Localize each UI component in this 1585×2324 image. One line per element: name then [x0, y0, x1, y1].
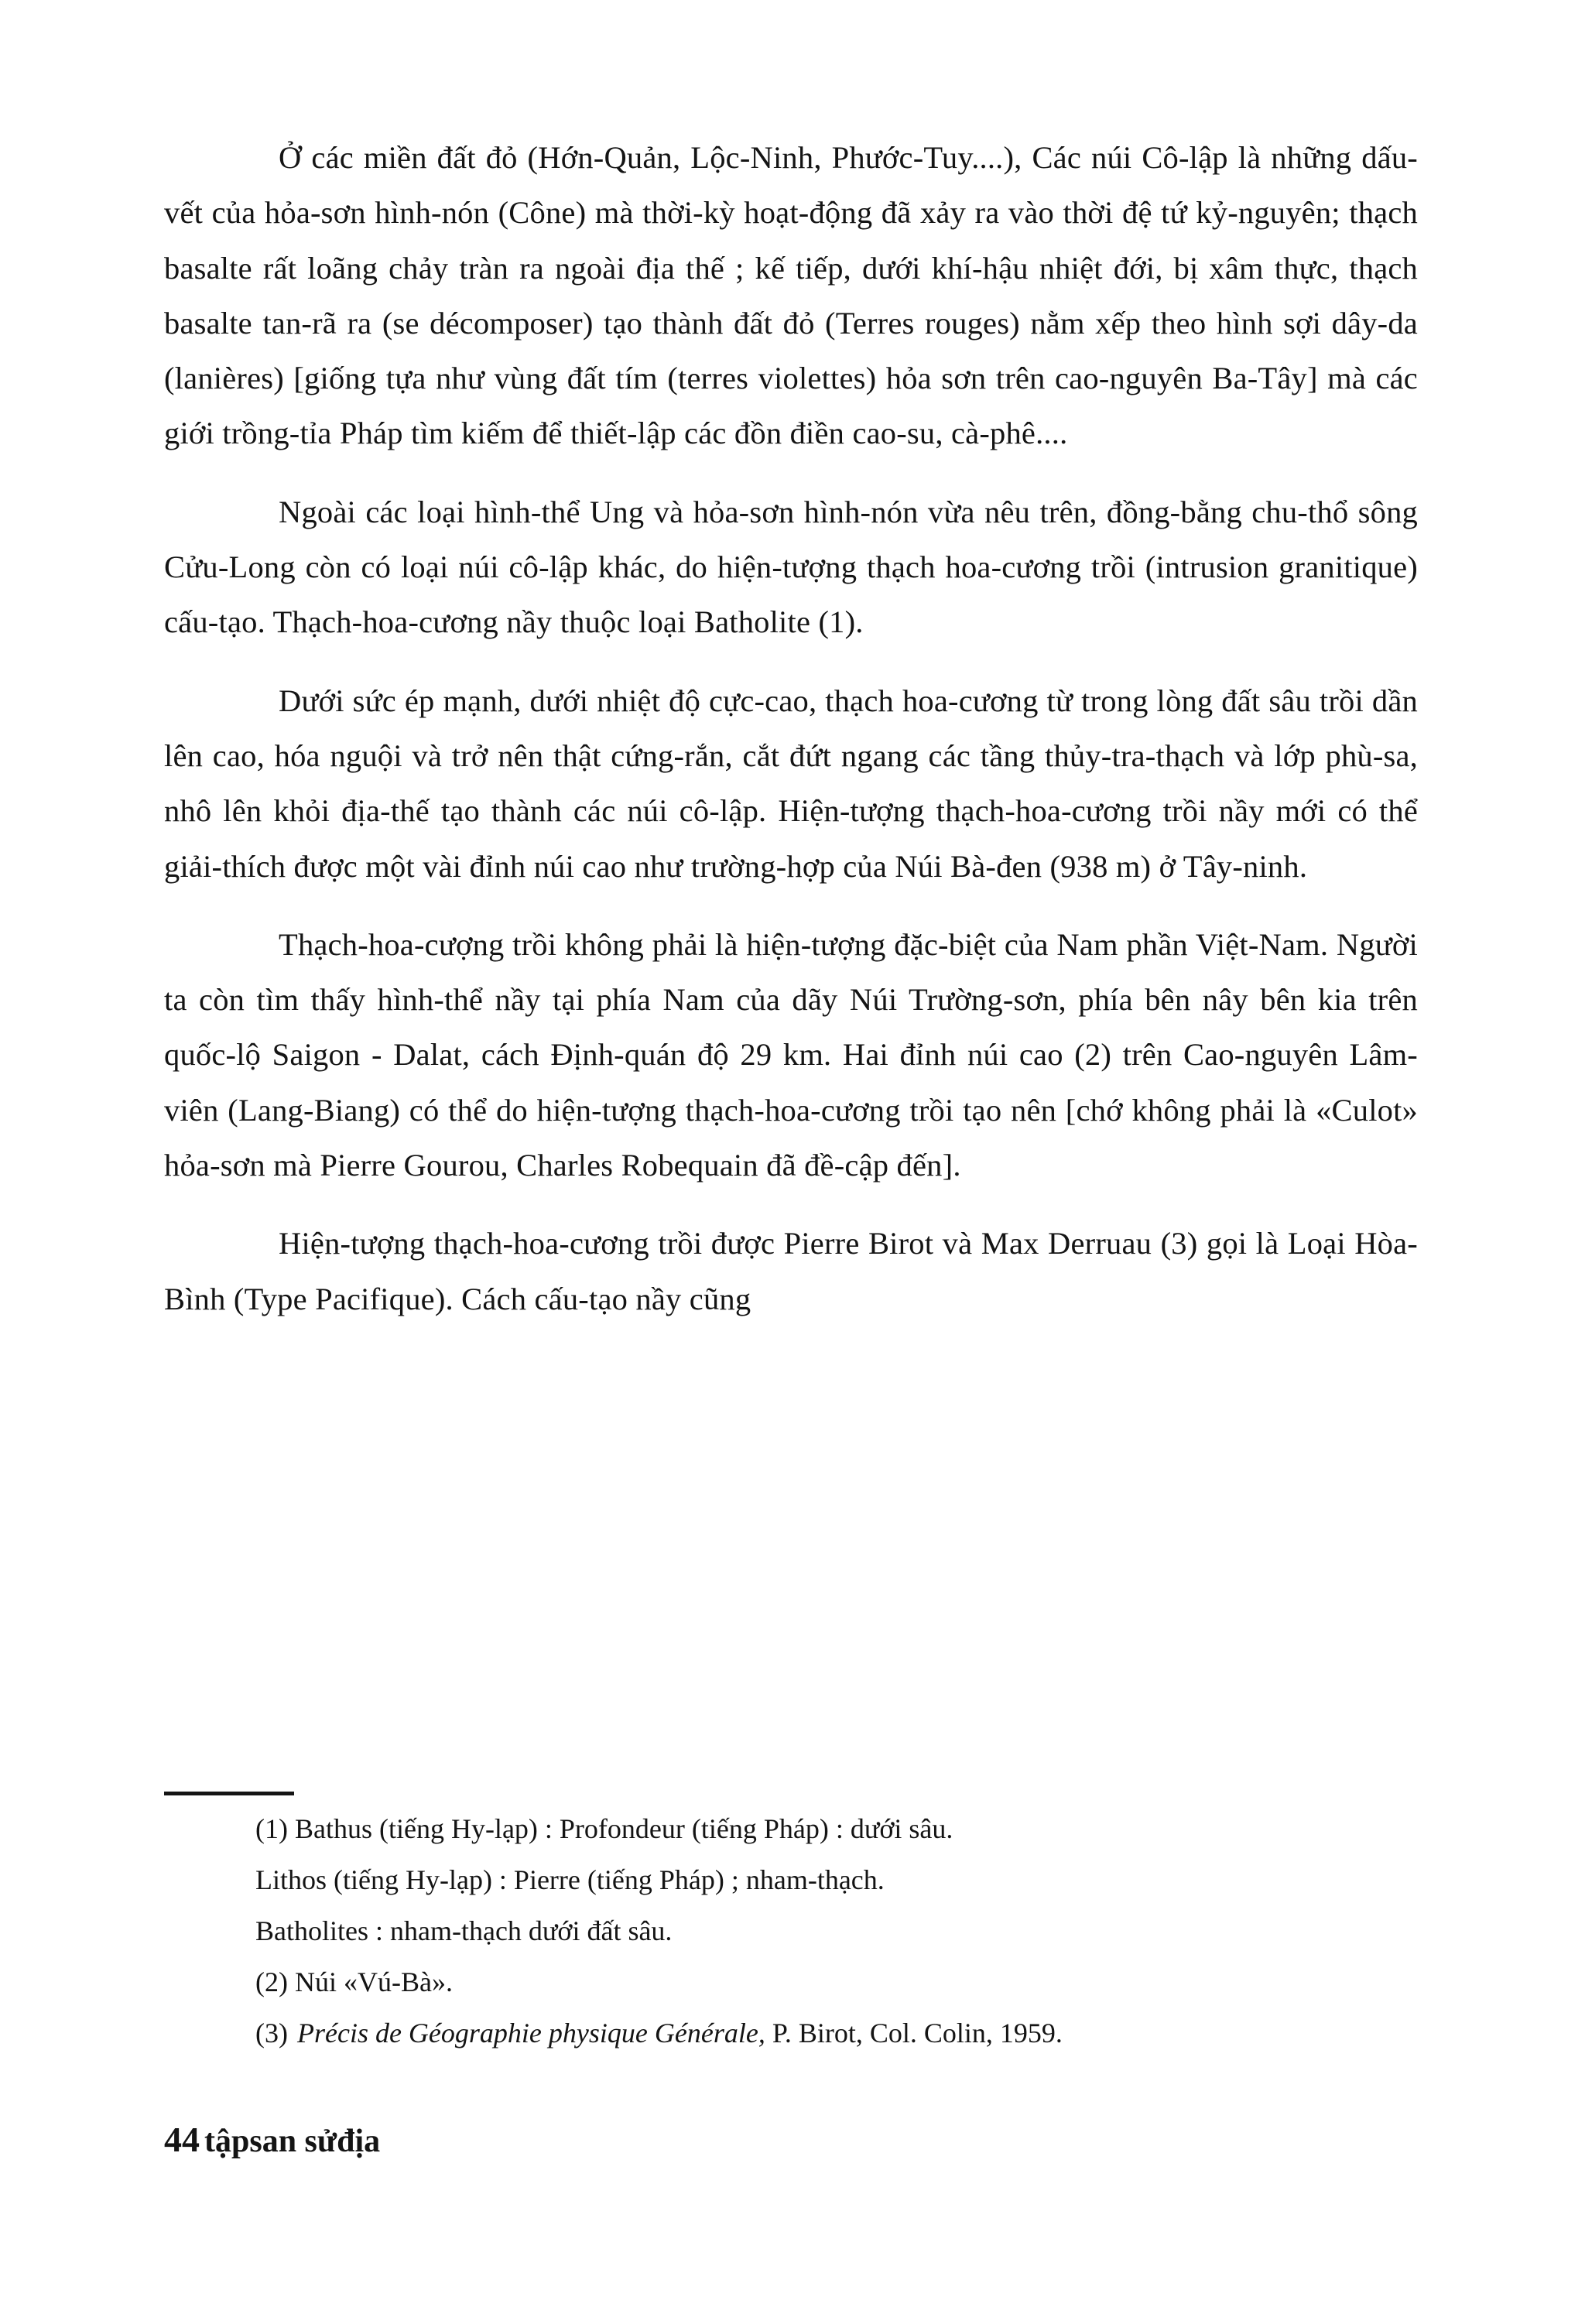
footnote-1-line-1: (1) Bathus (tiếng Hy-lạp) : Profondeur (tiếng Pháp) : dưới sâu.: [255, 1813, 953, 1844]
page-footer: [164, 2119, 380, 2160]
footnote-3: [255, 2007, 1432, 2059]
footnote-2: (2) Núi «Vú-Bà».: [255, 1966, 453, 1997]
paragraph-3: Dưới sức ép mạnh, dưới nhiệt độ cực-cao, thạch hoa-cương từ trong lòng đất sâu trồi dần lên cao, hóa nguội và trở nên thật cứng-rắn, cắt đứt ngang các tầng thủy-tra-thạch và lớp phù-sa, nhô lên khỏi địa-thế tạo thành các núi cô-lập. Hiện-tượng thạch-hoa-cương trồi nầy mới có thể giải-thích được một vài đỉnh núi cao như trường-hợp của Núi Bà-đen (938 m) ở Tây-ninh.: [164, 683, 1418, 884]
paragraph-5: Hiện-tượng thạch-hoa-cương trồi được Pierre Birot và Max Derruau (3) gọi là Loại Hòa-Bình (Type Pacifique). Cách cấu-tạo nầy cũng: [164, 1226, 1418, 1316]
footnote-1-line-3: Batholites : nham-thạch dưới đất sâu.: [255, 1915, 673, 1946]
footnotes: [255, 1803, 1432, 2059]
footnote-3-title: Précis de Géographie physique Générale,: [296, 2018, 765, 2048]
main-text: [164, 130, 1418, 1350]
paragraph-1: Ở các miền đất đỏ (Hớn-Quản, Lộc-Ninh, Phước-Tuy....), Các núi Cô-lập là những dấu-vết của hỏa-sơn hình-nón (Cône) mà thời-kỳ hoạt-động đã xảy ra vào thời đệ tứ kỷ-nguyên; thạch basalte rất loãng chảy tràn ra ngoài địa thế ; kế tiếp, dưới khí-hậu nhiệt đới, bị xâm thực, thạch basalte tan-rã ra (se décomposer) tạo thành đất đỏ (Terres rouges) nằm xếp theo hình sợi dây-da (lanières) [giống tựa như vùng đất tím (terres violettes) hỏa sơn trên cao-nguyên Ba-Tây] mà các giới trồng-tỉa Pháp tìm kiếm để thiết-lập các đồn điền cao-su, cà-phê....: [164, 140, 1418, 451]
journal-name: tậpsan sửđịa: [204, 2124, 381, 2159]
footnote-3-rest: P. Birot, Col. Colin, 1959.: [772, 2018, 1063, 2048]
footnote-3-number: (3): [255, 2018, 288, 2048]
footnote-1-line-2: Lithos (tiếng Hy-lạp) : Pierre (tiếng Pháp) ; nham-thạch.: [255, 1864, 885, 1895]
page-number: 44: [164, 2120, 200, 2159]
footnote-divider: [164, 1792, 294, 1795]
paragraph-4: Thạch-hoa-cượng trồi không phải là hiện-tượng đặc-biệt của Nam phần Việt-Nam. Người ta còn tìm thấy hình-thể nầy tại phía Nam của dãy Núi Trường-sơn, phía bên nây bên kia trên quốc-lộ Saigon - Dalat, cách Định-quán độ 29 km. Hai đỉnh núi cao (2) trên Cao-nguyên Lâm-viên (Lang-Biang) có thể do hiện-tượng thạch-hoa-cương trồi tạo nên [chớ không phải là «Culot» hỏa-sơn mà Pierre Gourou, Charles Robequain đã đề-cập đến].: [164, 926, 1418, 1183]
paragraph-2: Ngoài các loại hình-thể Ung và hỏa-sơn hình-nón vừa nêu trên, đồng-bằng chu-thổ sông Cửu-Long còn có loại núi cô-lập khác, do hiện-tượng thạch hoa-cương trồi (intrusion granitique) cấu-tạo. Thạch-hoa-cương nầy thuộc loại Batholite (1).: [164, 494, 1418, 640]
